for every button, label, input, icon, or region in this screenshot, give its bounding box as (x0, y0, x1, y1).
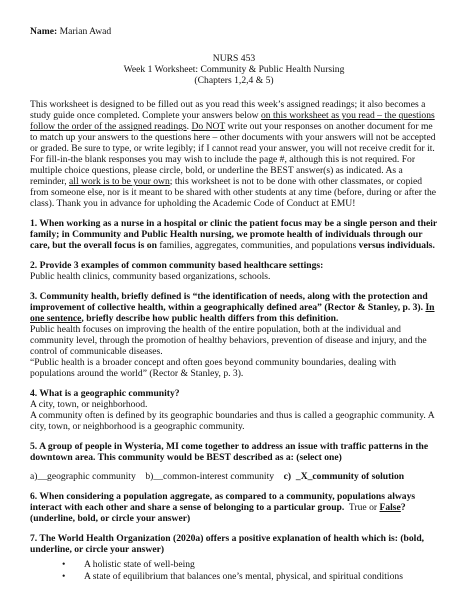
q2-answer: Public health clinics, community based organizations, schools. (30, 271, 271, 282)
q5-text: 5. A group of people in Wysteria, MI come together to address an issue with traffic patterns in the downtown area. This community would be BEST described as a: (select one) (30, 441, 429, 463)
intro-underline-2: Do NOT (191, 121, 226, 132)
q1-answer: families, aggregates, communities, and populations (156, 240, 359, 251)
question-4 (30, 388, 438, 432)
q3-answer-1: Public health focuses on improving the health of the entire population, both at the individual and community level, through the promotion of healthy behaviors, prevention of disease and injury, and the control of communicable diseases. (30, 324, 427, 357)
name-label: Name: (30, 26, 58, 37)
worksheet-title: Week 1 Worksheet: Community & Public Health Nursing (123, 64, 345, 75)
question-5 (30, 441, 438, 482)
intro-underline-1: on this worksheet as you read – the questions follow the order of the assigned readings (30, 110, 435, 132)
q3-text-underlined: In one sentence (30, 302, 435, 324)
q3-text: 3. Community health, briefly defined is “the identification of needs, along with the protection and improvement of collective health, within a geographically defined area” (Rector & Stanley, p. 3). (30, 291, 428, 313)
q1-text: 1. When working as a nurse in a hospital or clinic the patient focus may be a single person and their family; in Community and Public Health nursing, we promote health of individuals through our care, but the overall focus is on (30, 218, 437, 251)
intro-text-3: write out your responses on another document for me to match up your answers to the questions here – other documents with your answers will not be accepted or graded. Be sure to type, or write legibly; if I cannot read your answer, you will not receive credit for it. For fill-in-the blank responses you may wish to include the page #, although this is not required. For multiple choice questions, please circle, bold, or underline the BEST answer(s) as indicated. As a reminder, (30, 121, 436, 187)
intro-text-1: This worksheet is designed to be filled out as you read this week’s assigned readings; it also becomes a study guide once completed. Complete your answers below (30, 99, 426, 121)
q7-options (30, 559, 438, 582)
question-7 (30, 533, 438, 582)
question-1 (30, 218, 438, 251)
chapters-line: (Chapters 1,2,4 & 5) (194, 75, 274, 86)
q4-text: 4. What is a geographic community? (30, 388, 180, 399)
q2-text: 2. Provide 3 examples of common community based healthcare settings: (30, 260, 324, 271)
q6-text-end: ? (underline, bold, or circle your answer) (30, 502, 406, 524)
q7-option: • A holistic state of well-being (84, 559, 438, 570)
q6-text: 6. When considering a population aggregate, as compared to a community, populations always interact with each other and share a sense of belonging to a particular group. (30, 491, 416, 513)
intro-underline-3: all work is to be your own (69, 176, 170, 187)
course-code: NURS 453 (212, 53, 256, 64)
question-2 (30, 260, 438, 282)
q1-text-end: versus individuals. (358, 240, 435, 251)
question-6 (30, 491, 438, 524)
question-3 (30, 291, 438, 379)
student-name-line (30, 26, 438, 37)
q7-text: 7. The World Health Organization (2020a) offers a positive explanation of health which is: (bold, underline, or circle your answer) (30, 533, 425, 555)
q6-false-selected: False (379, 502, 401, 513)
intro-text-4: ; this worksheet is not to be done with other classmates, or copied from someone else, nor is it meant to be shared with other students at any time (before, during or after the class). Thank you in advance for upholding the Academic Code of Conduct at EMU! (30, 176, 437, 209)
q7-option: • A state of equilibrium that balances one’s mental, physical, and spiritual conditions (84, 571, 438, 582)
q3-text-end: , briefly describe how public health differs from this definition. (81, 313, 339, 324)
q6-true-option: True or (344, 502, 380, 513)
q4-answer-1: A city, town, or neighborhood. (30, 399, 148, 410)
intro-text-2: . (186, 121, 192, 132)
q5-option-c-selected: c) _X_community of solution (283, 471, 405, 482)
q3-answer-2: “Public health is a broader concept and often goes beyond community boundaries, dealing with populations around the world” (Rector & Stanley, p. 3). (30, 357, 397, 379)
name-value: Marian Awad (57, 26, 112, 37)
q5-options-ab: a)__geographic community b)__common-interest community (30, 471, 284, 482)
q4-answer-2: A community often is defined by its geographic boundaries and thus is called a geographic community. A city, town, or neighborhood is a geographic community. (30, 410, 435, 432)
worksheet-title-block (30, 53, 438, 86)
intro-paragraph (30, 99, 438, 209)
